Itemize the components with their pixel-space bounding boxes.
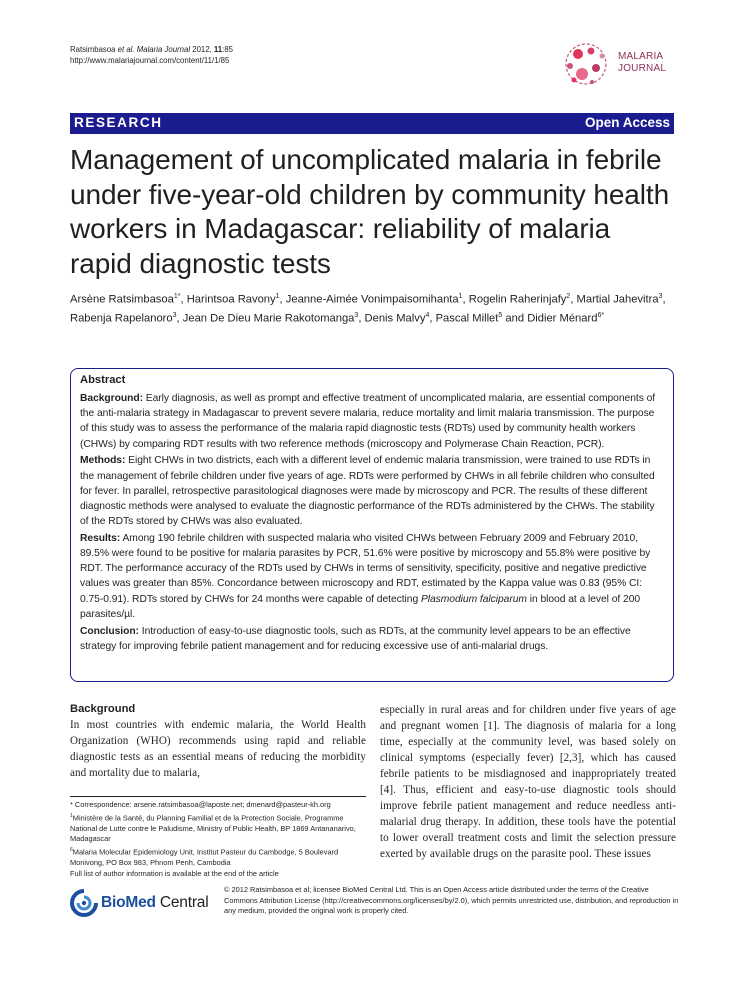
article-title: Management of uncomplicated malaria in febrile under five-year-old children by community health workers in Madagascar: reliability of malaria rapid diagnostic tests — [70, 144, 670, 279]
author-separator: , — [279, 293, 286, 306]
author-affiliation-mark: 2 — [566, 293, 571, 300]
article-type-label: RESEARCH — [74, 115, 163, 130]
section-heading-background: Background — [70, 703, 136, 715]
author-separator: , — [462, 293, 469, 306]
author-name: Rabenja Rapelanoro — [70, 312, 173, 325]
biomed-central-wordmark: BioMed Central — [101, 894, 209, 911]
author-list — [70, 289, 674, 327]
author-affiliation-mark: 3 — [172, 311, 177, 319]
author-separator: , — [358, 312, 365, 325]
author-name: Pascal Millet — [435, 312, 499, 325]
body-paragraph-right: especially in rural areas and for children under five years of age and pregnant women [1]. The diagnosis of malaria for a long time, especially at the community level, was based solely on clinical symptoms (especially fever) [2,3], which has caused febrile patients to be misdiagnosed and inappropriately treated [4]. Thus, efficient and easy-to-use diagnostic tools should improve febrile patient management and reduce needless anti-malarial drug therapy. In addition, these tools have the potential to lower overall treatment costs and limit the selection pressure exerted by available drugs on the parasite pool. These issues — [380, 704, 676, 860]
copyright-notice: © 2012 Ratsimbasoa et al; licensee BioMed Central Ltd. This is an Open Access article distributed under the terms of the Creative Commons Attribution License (http://creativecommons.org/licenses/by/2.0), which permits unrestricted use, distribution, and reproduction in any medium, provided the original work is properly cited. — [224, 885, 679, 916]
author-name: Jean De Dieu Marie Rakotomanga — [182, 312, 355, 325]
author-separator: and — [502, 312, 528, 325]
author-info-note: Full list of author information is available at the end of the article — [70, 868, 279, 878]
malaria-journal-logo — [558, 40, 676, 92]
author-name: Arsène Ratsimbasoa — [70, 293, 174, 306]
author-name: Denis Malvy — [364, 312, 426, 325]
author-name: Didier Ménard — [527, 312, 598, 325]
footnotes — [70, 796, 366, 879]
biomed-central-logo — [70, 888, 212, 918]
open-access-label: Open Access — [584, 115, 670, 130]
correspondence-note: * Correspondence: arsene.ratsimbasoa@laposte.net; dmenard@pasteur-kh.org — [70, 800, 331, 809]
malaria-journal-circles-icon — [558, 40, 618, 92]
abstract-results: Results: Among 190 febrile children with suspected malaria who visited CHWs between February 2009 and February 2010, 89.5% were found to be positive for malaria parasites by PCR, 51.6% were positive by microscopy and 55.8% were positive by RDT. The performance accuracy of the RDTs used by CHWs in terms of sensitivity, specificity, positive and negative predictive values was greater than 85%. Concordance between microscopy and RDT, estimated by the Kappa value was 0.83 (95% CI: 0.75-0.91). RDTs stored by CHWs for 24 months were capable of detecting Plasmodium falciparum in blood at a level of 200 parasites/µl. — [80, 532, 651, 620]
author-affiliation-mark: 5 — [498, 311, 503, 319]
author-name: Rogelin Raherinjafy — [468, 293, 567, 306]
author-separator: , — [662, 293, 666, 306]
abstract-methods: Methods: Eight CHWs in two districts, each with a different level of endemic malaria transmission, were trained to use RDTs in the management of febrile children under five years of age. RDTs were performed by CHWs in all febrile children who consulted for fever. In parallel, retrospective parasitological diagnoses were made by microscopy and PCR. The results of these different diagnostic methods were analysed to evaluate the diagnostic performance of the RDTs administered by the CHWs. The stability of the RDTs stored by CHWs was also evaluated. — [80, 455, 655, 528]
author-separator: , — [570, 293, 577, 306]
affiliation-1: $^1$Ministère de la Santé, du Planning Familial et de la Protection Sociale, Programme National de Lutte contre le Paludisme, Ministry of Public Health, BP 1869 Antananarivo, Madagascar — [70, 812, 356, 844]
abstract-heading: Abstract — [80, 374, 126, 386]
author-affiliation-mark: 4 — [425, 311, 430, 319]
body-right-column — [380, 702, 676, 862]
body-left-column — [70, 702, 366, 781]
biomed-central-swirl-icon — [70, 889, 98, 917]
body-paragraph-left: In most countries with endemic malaria, the World Health Organization (WHO) recommends using rapid and reliable diagnostic tests as an essential means of reducing the morbidity and mortality due to malaria, — [70, 719, 366, 779]
author-name: Jeanne-Aimée Vonimpaisomihanta — [285, 293, 459, 306]
author-affiliation-mark: 1 — [458, 293, 463, 300]
author-separator: , — [180, 293, 187, 306]
abstract-conclusion: Conclusion: Introduction of easy-to-use diagnostic tools, such as RDTs, at the community level appears to be an effective strategy for improving febrile patient management and for reducing excessive use of anti-malarial drugs. — [80, 625, 631, 652]
journal-name: MALARIA JOURNAL — [618, 51, 667, 74]
article-type-banner — [70, 113, 674, 134]
author-affiliation-mark: 3 — [658, 293, 663, 300]
citation-line: Ratsimbasoa et al. Malaria Journal 2012, 11:85 — [70, 45, 233, 54]
author-name: Martial Jahevitra — [576, 293, 659, 306]
author-separator: , — [176, 312, 183, 325]
author-name: Harintsoa Ravony — [186, 293, 276, 306]
article-url-link[interactable]: http://www.malariajournal.com/content/11/1/85 — [70, 56, 230, 65]
author-affiliation-mark: 3 — [354, 311, 359, 319]
author-separator: , — [429, 312, 436, 325]
running-header — [70, 44, 233, 66]
abstract-box — [70, 368, 674, 682]
affiliation-6: $^6$Malaria Molecular Epidemiology Unit, Institut Pasteur du Cambodge, 5 Boulevard Monivong, PO Box 983, Phnom Penh, Cambodia — [70, 846, 339, 867]
author-affiliation-mark: 1* — [173, 293, 181, 300]
author-affiliation-mark: 1 — [275, 293, 280, 300]
author-affiliation-mark: 6* — [597, 311, 605, 319]
abstract-background: Background: Early diagnosis, as well as prompt and effective treatment of uncomplicated malaria, are essential components of the anti-malaria strategy in Madagascar to prevent severe malaria, reduce mortality and limit malaria transmission. The purpose of this study was to assess the performance of the malaria rapid diagnostic tests (RDTs) used by community health workers (CHWs) by comparing RDT results with two reference methods (microscopy and Polymerase Chain Reaction, PCR). — [80, 393, 656, 450]
